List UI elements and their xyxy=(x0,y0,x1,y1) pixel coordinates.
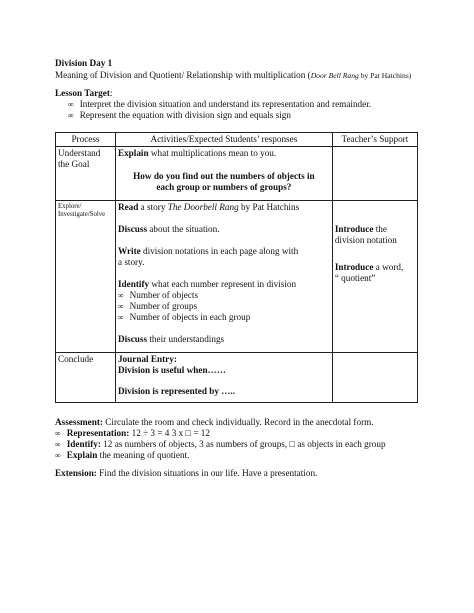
discuss-line xyxy=(118,224,330,235)
support-introduce-word xyxy=(335,262,415,273)
support1-bold: Introduce xyxy=(334,224,374,234)
identify-item: Number of groups xyxy=(129,301,198,311)
header-support: Teacher’s Support xyxy=(332,133,417,147)
identify-bold: Identify xyxy=(117,279,150,289)
extension-text: Find the division situations in our life. Have a presentation. xyxy=(96,468,318,478)
activity-cell xyxy=(115,147,332,201)
subtitle-main: Meaning of Division and Quotient/ Relationship with multiplication ( xyxy=(55,70,311,80)
identify-text: 12 as numbers of objects, 3 as numbers of groups, □ as objects in each group xyxy=(100,439,386,449)
journal-line: Division is useful when…… xyxy=(117,365,226,375)
bullet-icon: ∞ xyxy=(117,302,124,311)
read-line xyxy=(118,202,330,213)
support-cell xyxy=(332,353,417,403)
support1-rest: the xyxy=(373,224,387,234)
bullet-icon: ∞ xyxy=(68,100,74,109)
representation-label: Representation: xyxy=(66,428,130,438)
extension-label: Extension: xyxy=(55,468,97,478)
bullet-icon: ∞ xyxy=(55,429,61,438)
subtitle-tail: by Pat Hatchins) xyxy=(358,71,412,80)
identify-rest: what each number represent in division xyxy=(149,279,297,289)
extension-line xyxy=(55,468,317,479)
explain-label: Explain xyxy=(66,450,98,460)
bullet-icon: ∞ xyxy=(117,313,124,322)
list-item xyxy=(55,450,189,461)
discuss2-line xyxy=(118,334,330,345)
discuss-bold: Discuss xyxy=(117,224,148,234)
lesson-target-text: Interpret the division situation and understand its representation and remainder. xyxy=(79,99,372,109)
identify-line xyxy=(118,279,330,290)
process-cell xyxy=(56,353,116,403)
table-row xyxy=(56,353,418,403)
assessment-line xyxy=(55,417,374,428)
identify-item: Number of objects in each group xyxy=(129,312,251,322)
identify-item: Number of objects xyxy=(129,290,199,300)
header-activities: Activities/Expected Students’ responses xyxy=(115,133,332,147)
list-item xyxy=(118,290,330,301)
discuss-rest: about the situation. xyxy=(147,224,220,234)
activity-cell xyxy=(115,201,332,353)
explain-text: the meaning of quotient. xyxy=(97,450,190,460)
support-cell xyxy=(332,147,417,201)
assessment-label: Assessment: xyxy=(55,417,103,427)
table-row xyxy=(56,201,418,353)
write-rest: division notations in each page along with xyxy=(140,246,299,256)
list-item xyxy=(118,301,330,312)
process-cell xyxy=(56,147,116,201)
subtitle-italic: Door Bell Rang xyxy=(310,71,359,80)
discuss2-rest: their understandings xyxy=(147,334,225,344)
table-header-row xyxy=(56,133,418,147)
page-subtitle xyxy=(55,70,411,81)
identify-label: Identify: xyxy=(66,439,101,449)
explain-rest: what multiplications mean to you. xyxy=(148,148,277,158)
lesson-target-heading xyxy=(55,88,112,99)
list-item xyxy=(118,312,330,323)
representation-text: 12 ÷ 3 = 4 3 x □ = 12 xyxy=(129,428,210,438)
read-tail: by Pat Hatchins xyxy=(238,202,300,212)
read-bold: Read xyxy=(117,202,139,212)
bullet-icon: ∞ xyxy=(68,111,74,120)
assessment-text: Circulate the room and check individually. Record in the anecdotal form. xyxy=(102,417,374,427)
support2-line2: “ quotient” xyxy=(334,273,376,283)
list-item xyxy=(55,428,210,439)
write-rest-line2: a story. xyxy=(117,257,145,267)
lesson-target-colon: : xyxy=(109,88,113,98)
process-label: Understand the Goal xyxy=(58,148,101,169)
list-item xyxy=(55,439,386,450)
lesson-target-text: Represent the equation with division sign and equals sign xyxy=(79,110,291,120)
bullet-icon: ∞ xyxy=(117,291,124,300)
lesson-target-item xyxy=(68,110,291,121)
header-process: Process xyxy=(56,133,116,147)
discuss2-bold: Discuss xyxy=(117,334,148,344)
bullet-icon: ∞ xyxy=(55,440,61,449)
support2-rest: a word, xyxy=(373,262,404,272)
lesson-plan-table xyxy=(55,132,418,403)
question-line: each group or numbers of groups? xyxy=(156,182,292,192)
journal-label: Journal Entry: xyxy=(117,354,177,364)
process-label: Conclude xyxy=(58,354,94,364)
table-row xyxy=(56,147,418,201)
support1-line2: division notation xyxy=(334,235,397,245)
write-bold: Write xyxy=(117,246,141,256)
process-label: Explore/ Investigate/Solve xyxy=(58,203,106,218)
support2-bold: Introduce xyxy=(334,262,374,272)
process-cell xyxy=(56,201,116,353)
lesson-target-item xyxy=(68,99,371,110)
read-mid: a story xyxy=(138,202,168,212)
explain-bold: Explain xyxy=(117,148,149,158)
lesson-target-label: Lesson Target xyxy=(55,88,110,98)
support-cell xyxy=(332,201,417,353)
question-line: How do you find out the numbers of objects in xyxy=(133,171,315,181)
bullet-icon: ∞ xyxy=(55,451,61,460)
activity-cell xyxy=(115,353,332,403)
story-title: The Doorbell Rang xyxy=(167,202,239,212)
explain-line xyxy=(118,148,330,159)
support-introduce-notation xyxy=(335,224,415,235)
journal-line: Division is represented by ….. xyxy=(117,386,236,396)
page-title: Division Day 1 xyxy=(55,58,113,68)
write-line xyxy=(118,246,330,257)
